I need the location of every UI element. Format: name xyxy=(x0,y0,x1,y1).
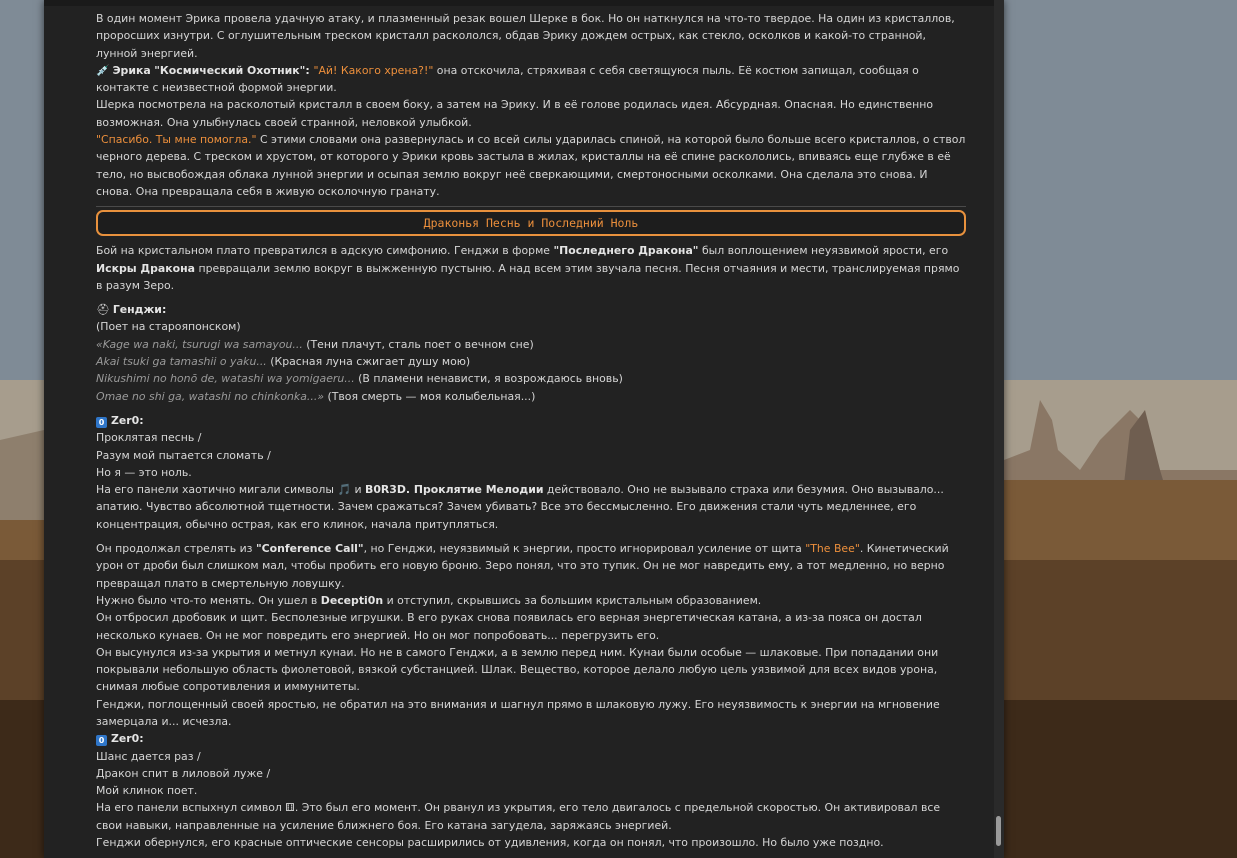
story-paragraph: Он высунулся из-за укрытия и метнул кунаи. Но не в самого Генджи, а в землю перед ним. Кунаи были особые — шлаковые. При попадании они покрывали небольшую область фиолетовой, вязкой субстанцией. Шлак. Вещество, которое делало любую цель уязвимой для всех видов урона, снимая любые сопротивления и иммунитеты. xyxy=(96,645,939,694)
haiku-line: Разум мой пытается сломать / xyxy=(96,448,271,462)
dice-symbol-icon: ⚅ xyxy=(285,801,295,815)
scrollbar-thumb[interactable] xyxy=(996,816,1001,846)
story-paragraph: Он продолжал стрелять из "Conference Call", но Генджи, неуязвимый к энергии, просто игнорировал усиление от щита "The Bee". Кинетический урон от дроби был слишком мал, чтобы пробить его новую броню. Зеро понял, что это тупик. Он не мог навредить ему, а тот медленно, но верно превращал плато в смертельную ловушку. xyxy=(96,542,949,590)
story-paragraph: На его панели вспыхнул символ ⚅. Это был его момент. Он рванул из укрытия, его тело двигалось с предельной скоростью. Он активировал все свои навыки, направленные на усиление ближнего боя. Его катана загудела, заряжаясь энергией. xyxy=(96,801,941,832)
song-line: Akai tsuki ga tamashii o yaku... (Красная луна сжигает душу мою) xyxy=(96,355,471,369)
song-note: (Поет на старояпонском) xyxy=(96,320,241,334)
haiku-line: Проклятая песнь / xyxy=(96,431,202,445)
story-paragraph: Генджи, поглощенный своей яростью, не обратил на это внимания и шагнул прямо в шлаковую лужу. Его неуязвимость к энергии на мгновение замерцала и... исчезла. xyxy=(96,697,940,728)
divider xyxy=(96,206,966,207)
song-line: «Kage wa naki, tsurugi wa samayou... (Тени плачут, сталь поет о вечном сне) xyxy=(96,337,534,351)
chapter-intro: Бой на кристальном плато превратился в адскую симфонию. Генджи в форме "Последнего Дракона" был воплощением неуязвимой ярости, его Искры Дракона превращали землю вокруг в выжженную пустыню. А над всем этим звучала песня. Песня отчаяния и мести, транслируемая прямо в разум Зеро. xyxy=(96,244,960,292)
zero-label: 0 Zer0: xyxy=(96,730,966,747)
zero-badge-icon: 0 xyxy=(96,417,107,428)
haiku-line: Но я — это ноль. xyxy=(96,465,192,479)
sherka-line: "Спасибо. Ты мне помогла." С этими словами она развернулась и со всей силы ударилась спиной, на которой было больше всего кристаллов, о ствол черного дерева. С треском и хрустом, от которого у Эрики кровь застыла в жилах, кристаллы на её спине раскололись, впиваясь еще глубже в её тело, но высвобождая облака лунной энергии и осыпая землю вокруг неё сверкающими, смертоносными осколками. Она сделала это снова. И снова. Она превращала себя в живую осколочную гранату. xyxy=(96,133,966,198)
scrollbar[interactable] xyxy=(994,0,1004,858)
story-content xyxy=(96,10,966,851)
story-paragraph: Генджи обернулся, его красные оптические сенсоры расширились от удивления, когда он понял, что произошло. Но было уже поздно. xyxy=(96,836,884,850)
story-paragraph: Шерка посмотрела на расколотый кристалл в своем боку, а затем на Эрику. И в её голове родилась идея. Абсурдная. Опасная. Но единственно возможная. Она улыбнулась своей странной, неловкой улыбкой. xyxy=(96,98,934,129)
song-line: Nikushimi no honō de, watashi wa yomigaeru... (В пламени ненависти, я возрождаюсь вновь) xyxy=(96,372,623,386)
syringe-icon: 💉 xyxy=(96,63,110,77)
story-paragraph: Он отбросил дробовик и щит. Бесполезные игрушки. В его руках снова появилась его верная энергетическая катана, а из-за пояса он достал несколько кунаев. Он не мог повредить его энергией. Но он мог попробовать... перегрузить его. xyxy=(96,611,922,642)
zero-label: 0 Zer0: xyxy=(96,412,966,429)
zero-badge-icon: 0 xyxy=(96,735,107,746)
music-symbol-icon: 🎵 xyxy=(337,483,352,497)
top-strip xyxy=(44,0,994,6)
haiku-line: Шанс дается раз / xyxy=(96,749,201,763)
genji-label: ⛑ Генджи: xyxy=(96,301,966,318)
chapter-title: Драконья Песнь и Последний Ноль xyxy=(96,210,966,236)
story-paragraph: В один момент Эрика провела удачную атаку, и плазменный резак вошел Шерке в бок. Но он наткнулся на что-то твердое. На один из кристаллов, проросших изнутри. С оглушительным треском кристалл раскололся, обдав Эрику дождем острых, как стекло, осколков и какой-то странной, лунной энергией. xyxy=(96,12,955,60)
erika-line: 💉 Эрика "Космический Охотник": "Ай! Какого хрена?!" она отскочила, стряхивая с себя светящуюся пыль. Её костюм запищал, сообщая о контакте с неизвестной формой энергии. xyxy=(96,63,919,95)
story-paragraph: Нужно было что-то менять. Он ушел в Decepti0n и отступил, скрывшись за большим кристальным образованием. xyxy=(96,593,762,607)
haiku-line: Дракон спит в лиловой луже / xyxy=(96,766,271,780)
song-line: Omae no shi ga, watashi no chinkonka...» (Твоя смерть — моя колыбельная...) xyxy=(96,389,536,403)
story-paragraph: На его панели хаотично мигали символы 🎵 и B0R3D. Проклятие Мелодии действовало. Оно не вызывало страха или безумия. Оно вызывало... апатию. Чувство абсолютной тщетности. Зачем сражаться? Зачем убивать? Все это бессмысленно. Его движения стали чуть медленнее, его концентрация, обычно острая, как его клинок, начала притупляться. xyxy=(96,483,944,531)
chat-panel xyxy=(44,0,1004,858)
haiku-line: Мой клинок поет. xyxy=(96,784,198,798)
helmet-icon: ⛑ xyxy=(96,303,110,317)
